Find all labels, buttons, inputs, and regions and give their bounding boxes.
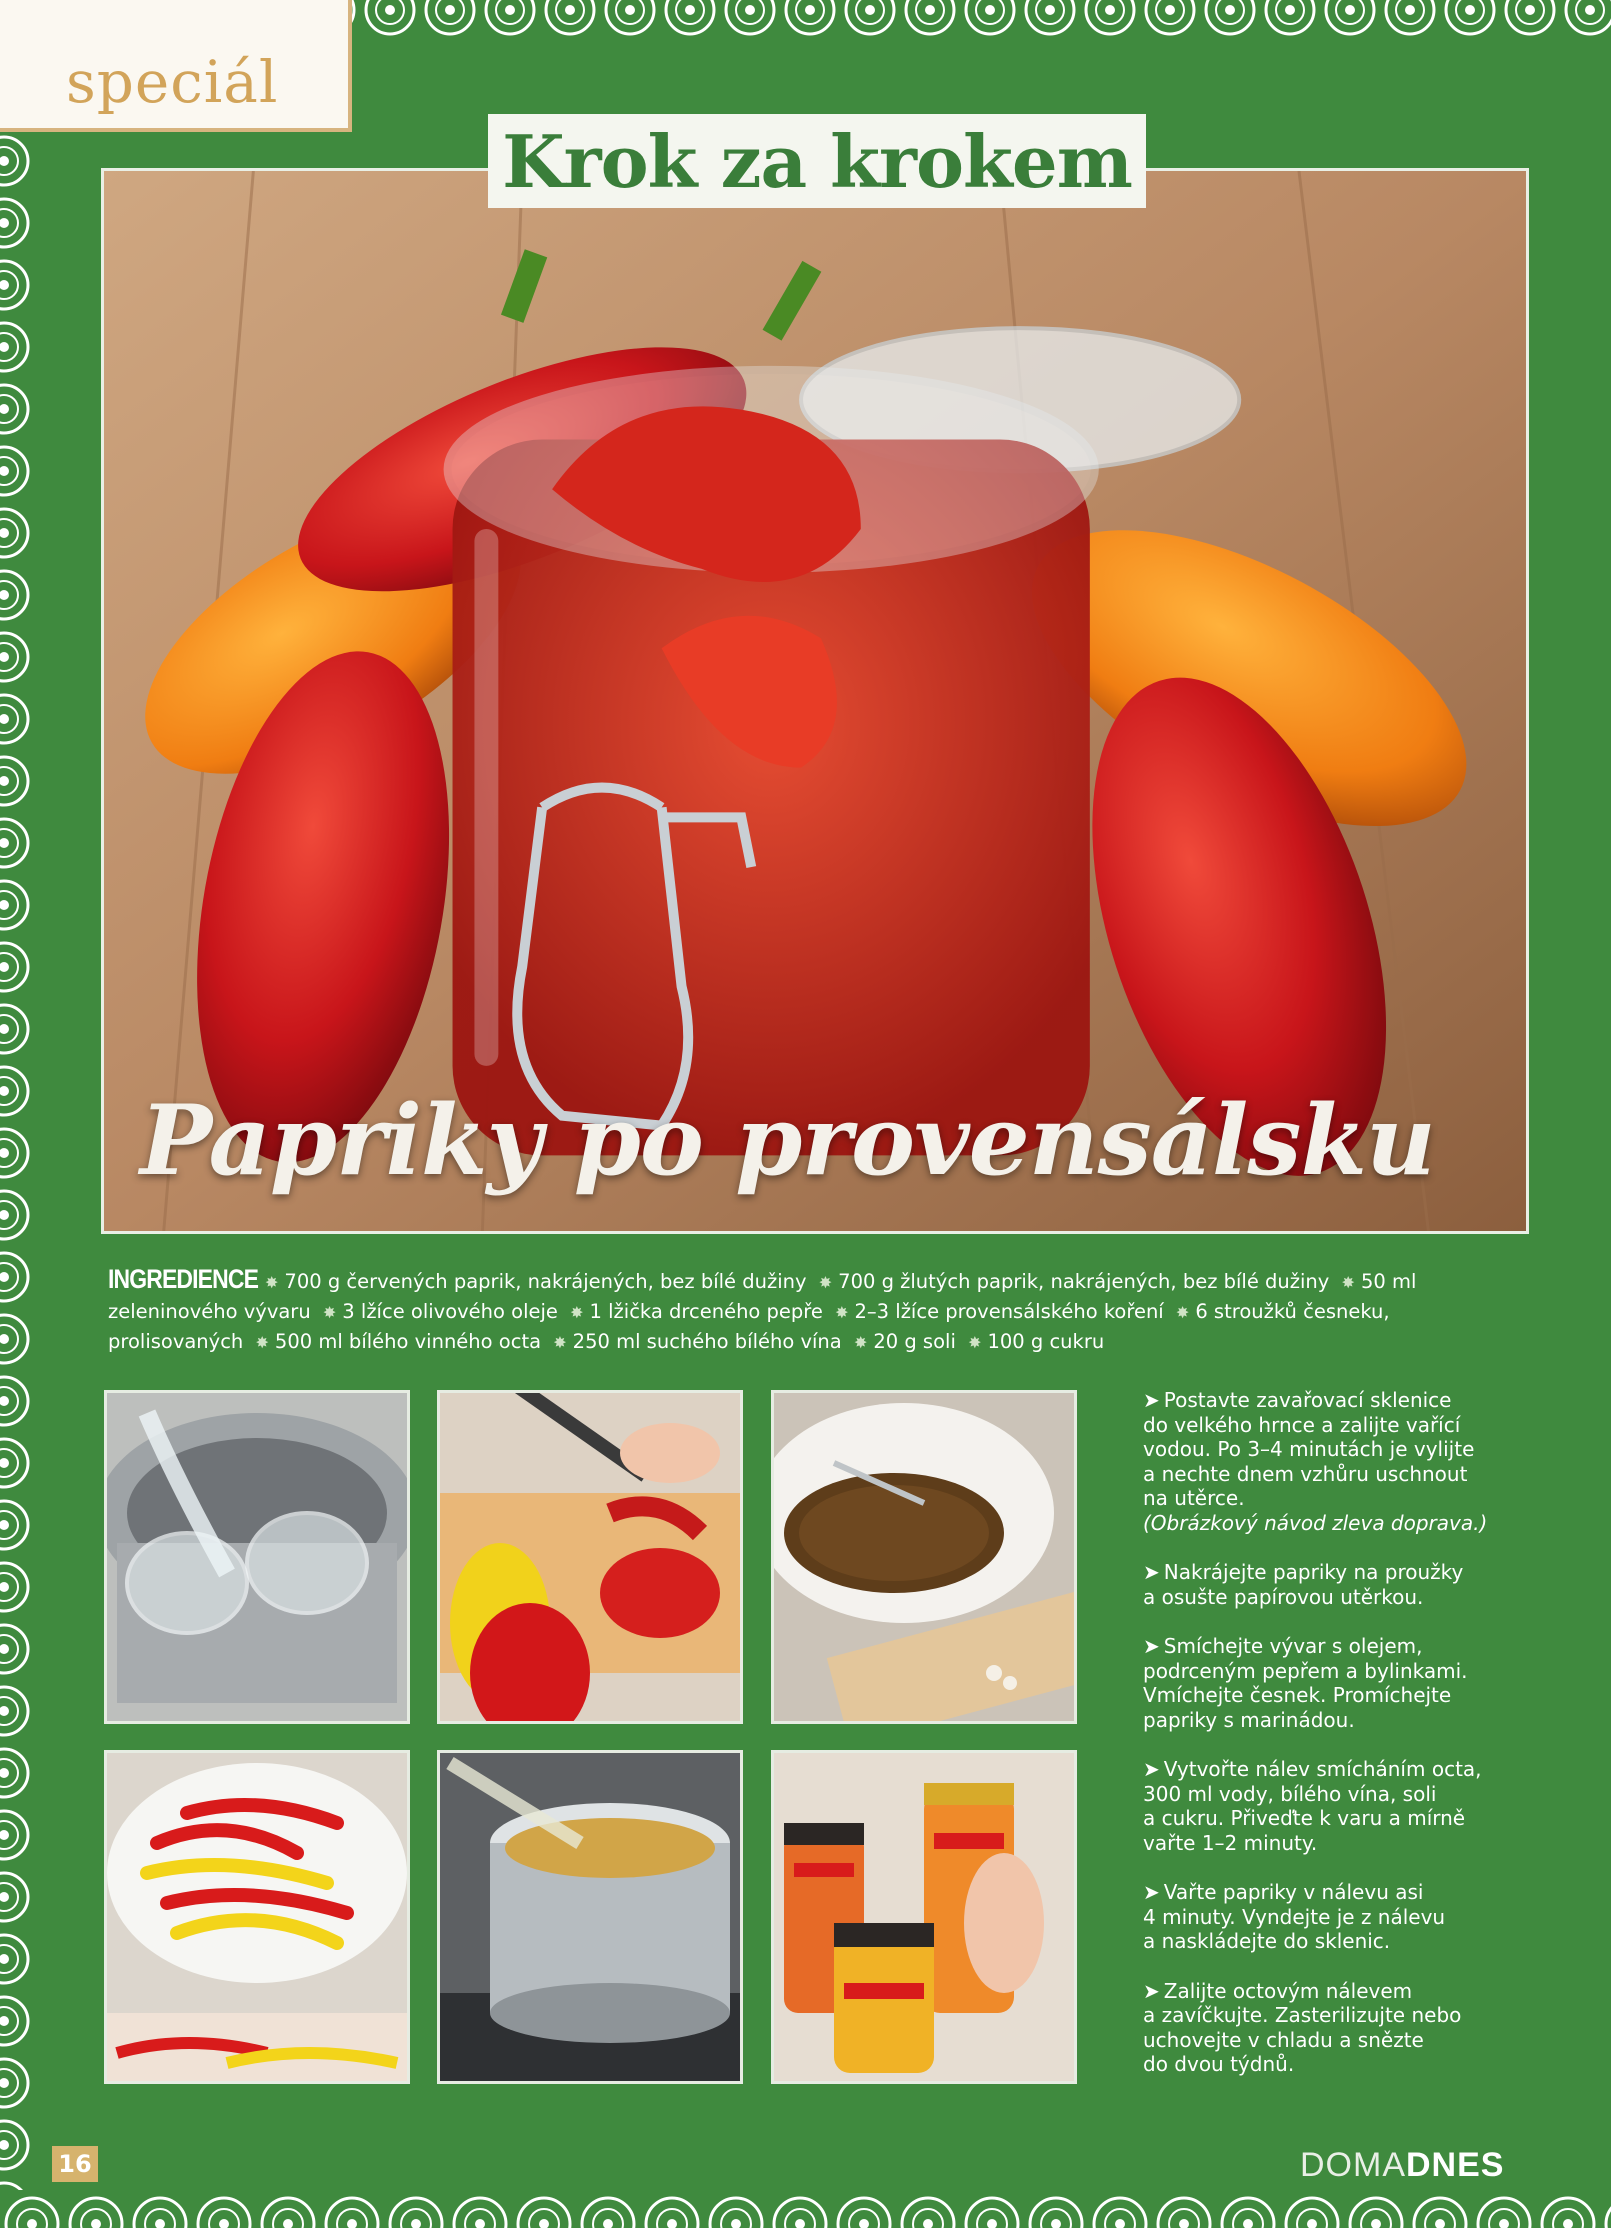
peppers-jar-illustration [104,171,1526,1231]
ingredients-list [108,1270,1416,1353]
ingredient-item: 3 lžíce olivového oleje [342,1300,558,1323]
instruction-line: vařte 1–2 minuty. [1143,1830,1318,1855]
star-bullet-icon: ✸ [835,1303,849,1322]
page-number: 16 [52,2146,98,2182]
instruction-step [1143,1757,1533,1855]
ingredient-item: 100 g cukru [987,1330,1105,1353]
star-bullet-icon: ✸ [255,1333,269,1352]
step-photo-1 [104,1390,410,1724]
instruction-line: a nechte dnem vzhůru uschnout [1143,1461,1468,1486]
star-bullet-icon: ✸ [818,1273,833,1292]
instruction-note: (Obrázkový návod zleva doprava.) [1143,1510,1488,1535]
star-bullet-icon: ✸ [1341,1273,1355,1292]
step-photo-5 [437,1750,743,2084]
ingredient-item: 250 ml suchého bílého vína [572,1330,842,1353]
ingredients-block [108,1265,1528,1357]
brand-bold: DNES [1406,2146,1505,2184]
instruction-line: vodou. Po 3–4 minutách je vylijte [1143,1437,1475,1461]
lace-border-bottom [0,2180,1611,2228]
brand-logo [1300,2146,1504,2185]
arrowhead-icon: ➤ [1143,1978,1160,2003]
ingredient-item: 700 g žlutých paprik, nakrájených, bez bílé dužiny [838,1270,1330,1293]
star-bullet-icon: ✸ [853,1333,868,1352]
ingredient-item: 700 g červených paprik, nakrájených, bez bílé dužiny [284,1270,807,1293]
instruction-line: 300 ml vody, bílého vína, soli [1143,1781,1437,1806]
ingredient-item: 1 lžička drceného pepře [589,1300,823,1323]
instruction-line: papriky s marinádou. [1143,1707,1355,1732]
instruction-line: uchovejte v chladu a snězte [1143,2027,1424,2052]
lace-border-left [0,130,34,2190]
instruction-line: a cukru. Přiveďte k varu a mírně [1143,1806,1466,1830]
header-title: Krok za krokem [502,118,1132,204]
instruction-line: podrceným pepřem a bylinkami. [1143,1658,1468,1683]
brand-light: DOMA [1300,2146,1406,2184]
instruction-step [1143,1880,1533,1954]
ingredient-item: 6 stroužků česneku, prolisovaných [108,1300,1390,1353]
instruction-step [1143,1634,1533,1732]
ingredient-item: 50 ml zeleninového vývaru [108,1270,1417,1323]
ingredients-label: INGREDIENCE [108,1264,259,1294]
ingredient-item: 2–3 lžíce provensálského koření [854,1300,1164,1323]
arrowhead-icon: ➤ [1143,1388,1160,1412]
star-bullet-icon: ✸ [322,1303,337,1322]
instruction-step [1143,1560,1533,1609]
step-photo-2 [437,1390,743,1724]
instruction-line: Zalijte octovým nálevem [1163,1978,1413,2003]
instruction-line: Vytvořte nálev smícháním octa, [1163,1757,1482,1781]
step-photo-3 [771,1390,1077,1724]
instruction-line: do velkého hrnce a zalijte vařící [1143,1412,1461,1437]
ingredient-item: 500 ml bílého vinného octa [274,1330,542,1353]
instruction-line: a osušte papírovou utěrkou. [1143,1584,1424,1609]
section-tag-label: speciál [66,48,279,116]
instruction-step [1143,1388,1533,1535]
dish-title: Papriky po provensálsku [140,1084,1435,1197]
arrowhead-icon: ➤ [1143,1560,1160,1584]
instruction-line: 4 minuty. Vyndejte je z nálevu [1143,1904,1446,1929]
arrowhead-icon: ➤ [1143,1634,1160,1658]
instruction-line: a zavíčkujte. Zasterilizujte nebo [1143,2003,1462,2027]
step-photo-4 [104,1750,410,2084]
star-bullet-icon: ✸ [265,1273,279,1292]
star-bullet-icon: ✸ [968,1333,982,1352]
star-bullet-icon: ✸ [1175,1303,1190,1322]
instruction-line: a naskládejte do sklenic. [1143,1929,1391,1953]
instruction-line: Nakrájejte papriky na proužky [1163,1560,1464,1584]
star-bullet-icon: ✸ [570,1303,584,1322]
arrowhead-icon: ➤ [1143,1880,1160,1904]
instruction-line: Vmíchejte česnek. Promíchejte [1143,1683,1452,1707]
header-title-box [488,114,1146,208]
section-tag [0,0,352,132]
star-bullet-icon: ✸ [553,1333,567,1352]
instructions-list [1143,1388,1533,2102]
instruction-line: Postavte zavařovací sklenice [1163,1388,1452,1412]
instruction-line: do dvou týdnů. [1143,2052,1295,2076]
arrowhead-icon: ➤ [1143,1757,1160,1781]
hero-photo [101,168,1529,1234]
ingredient-item: 20 g soli [873,1330,956,1353]
instruction-line: Smíchejte vývar s olejem, [1163,1634,1423,1658]
instruction-step [1143,1979,1533,2077]
instruction-line: Vařte papriky v nálevu asi [1163,1880,1424,1904]
step-photo-6 [771,1750,1077,2084]
instruction-line: na utěrce. [1143,1486,1245,1510]
